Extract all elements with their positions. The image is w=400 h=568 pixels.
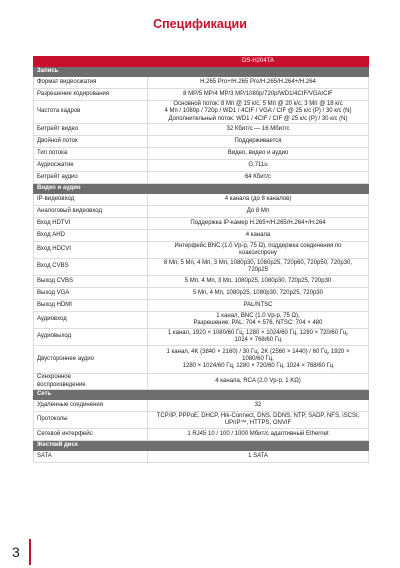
spec-label: Сетевой интерфейс [34, 429, 148, 441]
spec-row [34, 194, 369, 206]
spec-label: Выход CVBS [34, 276, 148, 288]
spec-row [34, 276, 369, 288]
spec-value: 4 канала, RCA (2.0 Vp-p, 1 KΩ) [148, 374, 369, 390]
page-footer [0, 537, 400, 568]
spec-label: Битрейт видео [34, 124, 148, 136]
section-title: Запись [34, 67, 369, 77]
spec-value: Поддерживается [148, 136, 369, 148]
spec-label: Аудиосжатие [34, 160, 148, 172]
spec-row [34, 230, 369, 242]
section-title: Жесткий диск [34, 441, 369, 451]
spec-row [34, 242, 369, 259]
spec-row [34, 288, 369, 300]
spec-table-body [34, 57, 369, 463]
page-title: Спецификации [153, 17, 247, 31]
spec-row [34, 89, 369, 101]
spec-label: IP-видеовход [34, 194, 148, 206]
page-accent-bar [29, 539, 31, 565]
spec-label: Аудиовход [34, 312, 148, 329]
spec-value: 1 канал, BNC (1.0 Vp-p, 75 Ω), Разрешение: PAL: 704 × 576, NTSC: 704 × 480 [148, 312, 369, 329]
model-header-row [34, 57, 369, 67]
spec-value: Видео, видео и аудио [148, 148, 369, 160]
spec-row [34, 124, 369, 136]
spec-value: H.265 Pro+/H.265 Pro/H.265/H.264+/H.264 [148, 77, 369, 89]
spec-row [34, 136, 369, 148]
spec-label: Вход HDTVI [34, 218, 148, 230]
spec-label: Вход CVBS [34, 259, 148, 276]
spec-row [34, 400, 369, 412]
spec-row [34, 148, 369, 160]
spec-row [34, 172, 369, 184]
spec-row [34, 160, 369, 172]
section-title: Сеть [34, 390, 369, 400]
spec-row [34, 429, 369, 441]
spec-row [34, 101, 369, 124]
spec-value: 8 MP/5 MP/4 MP/3 MP/1080p/720p/WD1/4CIF/VGA/CIF [148, 89, 369, 101]
spec-value: 5 Мп, 4 Мп, 3 Мп, 1080p25, 1080p30, 720p25, 720p30 [148, 276, 369, 288]
model-header-blank [34, 57, 148, 67]
section-header-row [34, 67, 369, 77]
spec-table [33, 56, 369, 463]
section-header-row [34, 390, 369, 400]
spec-row [34, 218, 369, 230]
spec-label: Аналоговый видеовход [34, 206, 148, 218]
spec-value: 1 RJ45 10 / 100 / 1000 Мбит/с адаптивный Ethernet [148, 429, 369, 441]
spec-row [34, 329, 369, 346]
spec-value: Интерфейс BNC (1.0 Vp-p, 75 Ω), поддержка соединения по коаксиспрону [148, 242, 369, 259]
section-header-row [34, 184, 369, 194]
spec-label: Двустороннее аудио [34, 346, 148, 374]
spec-label: Вход AHD [34, 230, 148, 242]
spec-label: SATA [34, 451, 148, 463]
spec-value: 1 канал, 1920 × 1080/60 Гц, 1280 × 1024/60 Гц, 1280 × 720/60 Гц, 1024 × 768/60 Гц [148, 329, 369, 346]
spec-value: G.711u [148, 160, 369, 172]
spec-value: 8 Мп, 5 Мп, 4 Мп, 3 Мп, 1080p30, 1080p25, 720p60, 720p50, 720p30, 720p25 [148, 259, 369, 276]
spec-label: Протоколы [34, 412, 148, 429]
spec-value: Основной поток: 8 Мп @ 15 к/с, 5 Мп @ 20 к/с, 3 Мп @ 18 к/с 4 Мп / 1080p / 720p / WD1 / 4CIF / VGA / CIF @ 25 к/с (P) / 30 к/с (N) Дополнительный поток: WD1 / 4CIF / CIF @ 25 к/с (P) / 30 к/с (N) [148, 101, 369, 124]
spec-label: Выход VGA [34, 288, 148, 300]
spec-value: 32 [148, 400, 369, 412]
spec-value: 1 SATA [148, 451, 369, 463]
spec-row [34, 412, 369, 429]
spec-label: Частота кадров [34, 101, 148, 124]
spec-value: TCP/IP, PPPoE, DHCP, Hik-Connect, DNS, DDNS, NTP, SADP, NFS, iSCSI, UPnP™, HTTPS, ONVIF [148, 412, 369, 429]
spec-label: Аудиовыход [34, 329, 148, 346]
spec-value: 5 Мп, 4 Мп, 1080p25, 1080p30, 720p25, 720p30 [148, 288, 369, 300]
spec-row [34, 259, 369, 276]
spec-label: Выход HDMI [34, 300, 148, 312]
section-header-row [34, 441, 369, 451]
spec-label: Удаленные соединения [34, 400, 148, 412]
spec-value: До 8 Мп [148, 206, 369, 218]
spec-label: Разрешение кодирования [34, 89, 148, 101]
spec-row [34, 346, 369, 374]
page-number: 3 [12, 544, 20, 560]
spec-row [34, 374, 369, 390]
spec-label: Синхронное воспроизведение [34, 374, 148, 390]
spec-value: Поддержка IP-камер H.265+/H.265/H.264+/H.264 [148, 218, 369, 230]
spec-label: Вход HDCVI [34, 242, 148, 259]
spec-row [34, 206, 369, 218]
spec-value: 64 Кбит/с [148, 172, 369, 184]
spec-value: 1 канал, 4K (3840 × 2160) / 30 Гц, 2K (2560 × 1440) / 60 Гц, 1920 × 1080/60 Гц, 1280 × 1024/60 Гц, 1280 × 720/60 Гц, 1024 × 768/60 Гц [148, 346, 369, 374]
spec-label: Двойной поток [34, 136, 148, 148]
spec-value: 4 канала [148, 230, 369, 242]
model-name: DS-H204TA [148, 57, 369, 67]
spec-label: Формат видеосжатия [34, 77, 148, 89]
spec-row [34, 312, 369, 329]
section-title: Видео и аудио [34, 184, 369, 194]
spec-row [34, 77, 369, 89]
spec-value: PAL/NTSC [148, 300, 369, 312]
spec-value: 32 Кбит/с — 16 Мбит/с [148, 124, 369, 136]
spec-label: Битрейт аудио [34, 172, 148, 184]
spec-value: 4 канала (до 8 каналов) [148, 194, 369, 206]
spec-row [34, 451, 369, 463]
spec-row [34, 300, 369, 312]
spec-label: Тип потока [34, 148, 148, 160]
